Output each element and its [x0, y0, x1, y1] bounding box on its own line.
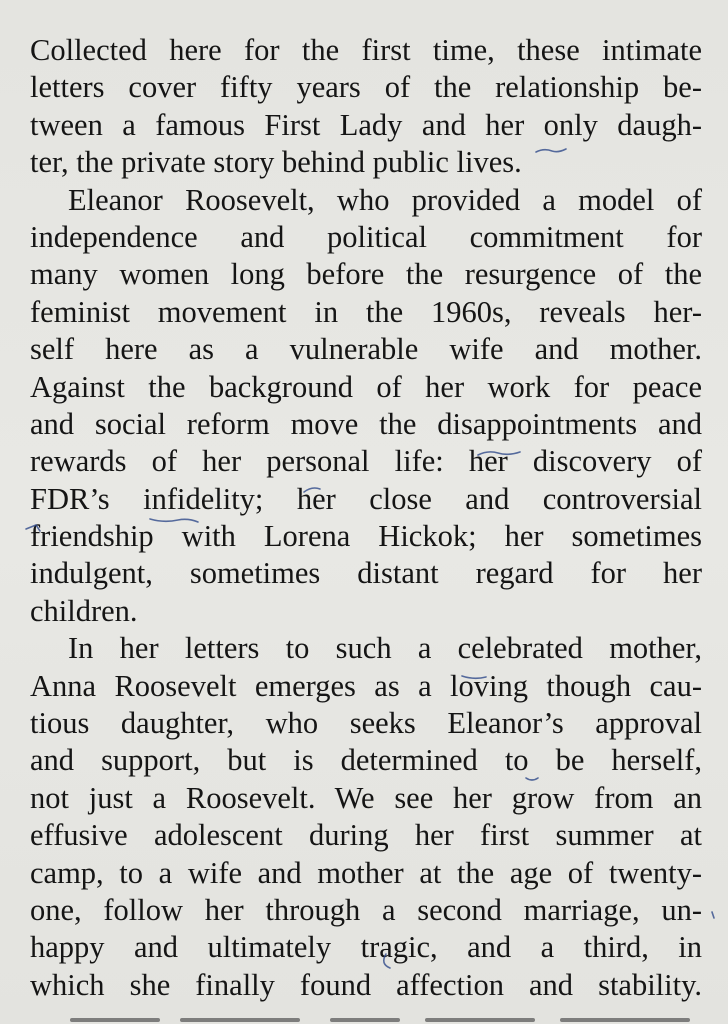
text-line: Collected here for the first time, these intimate — [30, 33, 702, 67]
text-line: effusive adolescent during her first summer at — [30, 818, 702, 853]
text-line: Against the background of her work for peace — [30, 369, 702, 404]
text-line: letters cover fifty years of the relationship be- — [30, 70, 702, 105]
text-line: rewards of her personal life: her discovery of — [30, 444, 702, 479]
text-line: and social reform move the disappointments and — [30, 406, 702, 441]
text-line: children. — [30, 593, 138, 628]
text-line: one, follow her through a second marriage, un- — [30, 892, 702, 927]
paragraph-3 — [30, 630, 702, 1004]
text-line: tious daughter, who seeks Eleanor’s approval — [30, 706, 702, 741]
text-line: camp, to a wife and mother at the age of twenty- — [30, 855, 702, 890]
text-line: not just a Roosevelt. We see her grow from an — [30, 780, 702, 815]
text-line: In her letters to such a celebrated mother, — [68, 631, 702, 666]
paragraph-2 — [30, 182, 702, 631]
text-line: tween a famous First Lady and her only daugh- — [30, 107, 702, 142]
text-line: Anna Roosevelt emerges as a loving though cau- — [30, 668, 702, 703]
text-line: indulgent, sometimes distant regard for her — [30, 556, 702, 591]
text-line: happy and ultimately tragic, and a third, in — [30, 930, 702, 965]
text-line: friendship with Lorena Hickok; her sometimes — [30, 519, 702, 554]
text-line: ter, the private story behind public lives. — [30, 145, 522, 180]
text-line: self here as a vulnerable wife and mother. — [30, 332, 702, 367]
pen-mark — [712, 912, 714, 918]
text-line: many women long before the resurgence of the — [30, 257, 702, 292]
cut-off-next-line — [30, 1010, 702, 1024]
text-line: FDR’s infidelity; her close and controversial — [30, 481, 702, 516]
text-line: and support, but is determined to be herself, — [30, 743, 702, 778]
text-line: which she finally found affection and stability. — [30, 967, 702, 1002]
text-line: independence and political commitment for — [30, 219, 702, 254]
text-line: Eleanor Roosevelt, who provided a model of — [68, 182, 702, 217]
book-jacket-text — [30, 32, 702, 1004]
paragraph-1 — [30, 32, 702, 182]
text-line: feminist movement in the 1960s, reveals her- — [30, 294, 702, 329]
